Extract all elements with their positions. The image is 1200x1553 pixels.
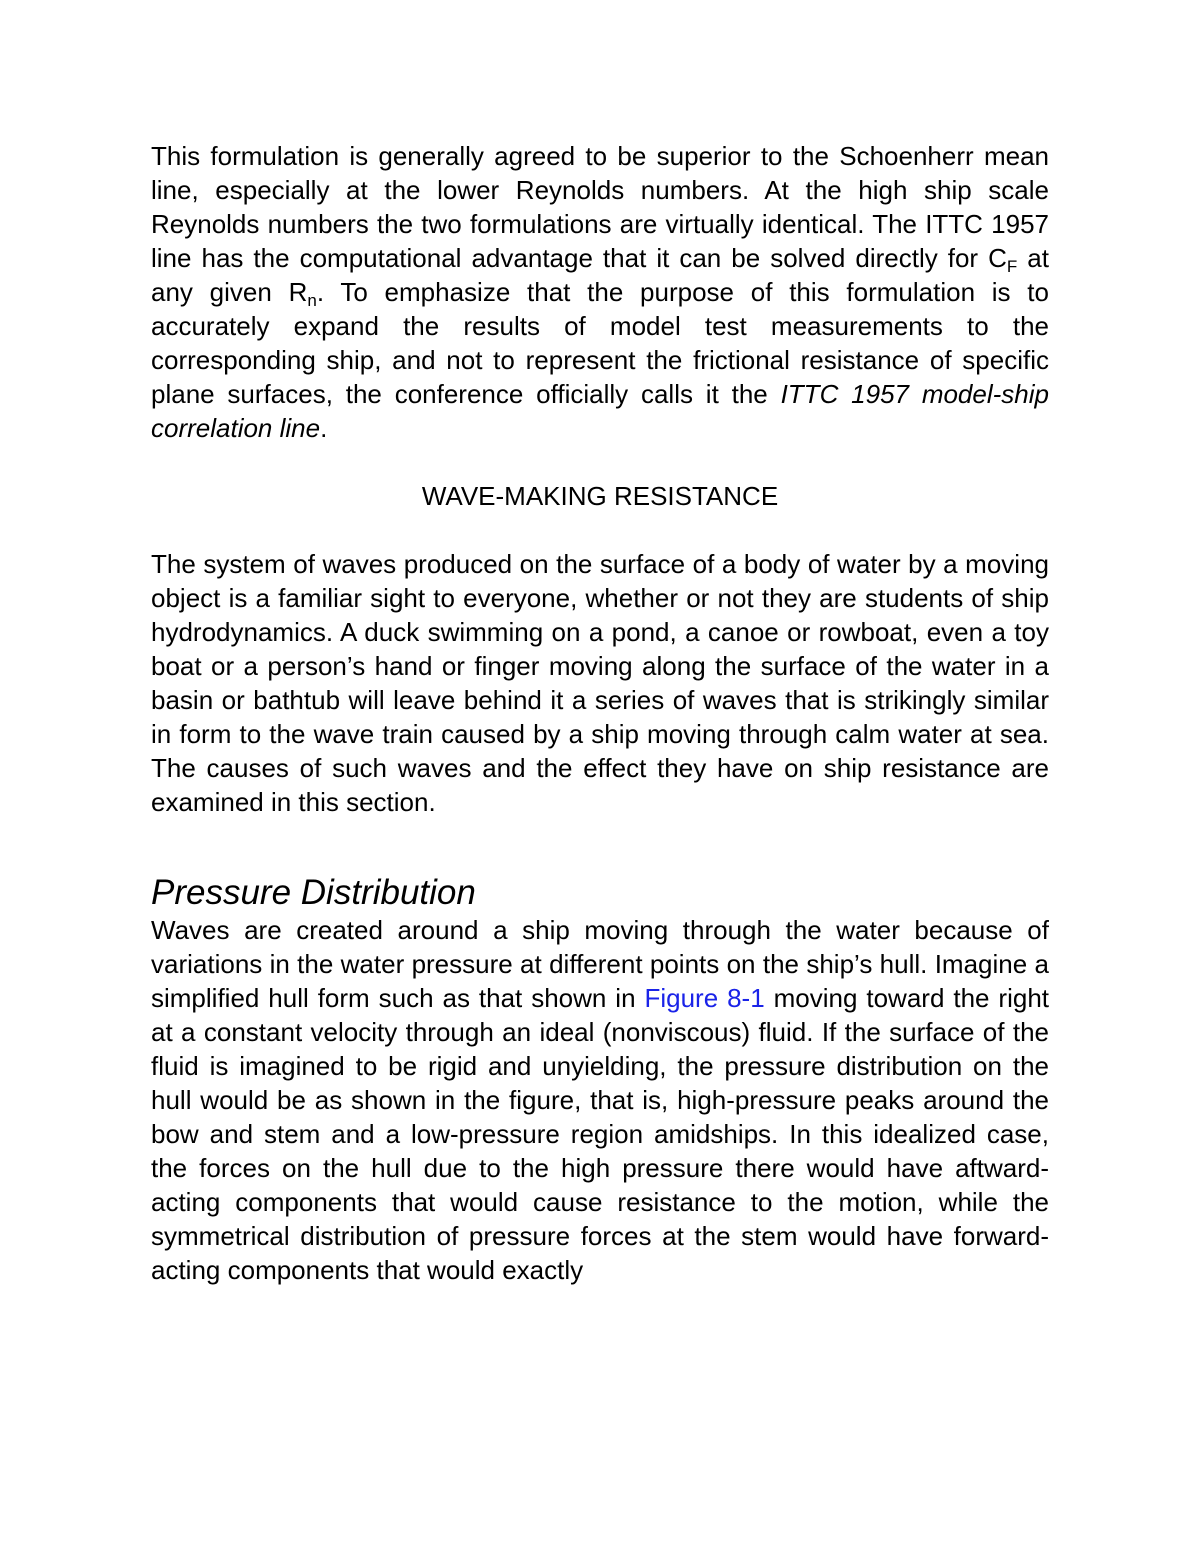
paragraph-ittc-text-a: This formulation is generally agreed to be superior to the Schoenherr mean line, especially at the lower Reynolds numbers. At the high ship scale Reynolds numbers the two formulations are virtually identical. The ITTC 1957 line has the computational advantage that it can be solved directly for C (151, 141, 1049, 273)
paragraph-pressure-text-b: moving toward the right at a constant velocity through an ideal (nonviscous) fluid. If the surface of the fluid is imagined to be rigid and unyielding, the pressure distribution on the hull would be as shown in the figure, that is, high-pressure peaks around the bow and stem and a low-pressure region amidships. In this idealized case, the forces on the hull due to the high pressure there would have aftward-acting components that would cause resistance to the motion, while the symmetrical distribution of pressure forces at the stem would have forward-acting components that would exactly (151, 983, 1050, 1285)
paragraph-pressure-text-a: Waves are created around a ship moving through the water because of variations in the water pressure at different points on the ship’s hull. Imagine a simplified hull form such as that shown in (151, 915, 1049, 1013)
paragraph-wave-system: The system of waves produced on the surface of a body of water by a moving object is a familiar sight to everyone, whether or not they are students of ship hydrodynamics. A duck swimming on a pond, a canoe or rowboat, even a toy boat or a person’s hand or finger moving along the surface of the water in a basin or bathtub will leave behind it a series of waves that is strikingly similar in form to the wave train caused by a ship moving through calm water at sea. The causes of such waves and the effect they have on ship resistance are examined in this section. (151, 549, 1049, 817)
wave-making-heading: WAVE-MAKING RESISTANCE (421, 481, 779, 511)
paragraph-ittc-line (151, 139, 1049, 445)
subscript-cf: F (1006, 257, 1018, 276)
document-page (151, 139, 1049, 1287)
section-title-pressure: Pressure Distribution (151, 873, 476, 912)
paragraph-pressure (151, 913, 1049, 1287)
italic-term: ITTC 1957 model-ship correlation line (151, 379, 1049, 443)
paragraph-ittc-text-b: at any given R (151, 243, 1049, 307)
figure-link[interactable]: Figure 8-1 (644, 983, 765, 1013)
subscript-rn: n (307, 291, 317, 310)
paragraph-ittc-text-c: . To emphasize that the purpose of this formulation is to accurately expand the results of model test measurements to the corresponding ship, and not to represent the frictional resistance of specific plane surfaces, the conference officially calls it the (151, 277, 1049, 409)
paragraph-ittc-text-d: . (320, 413, 328, 443)
